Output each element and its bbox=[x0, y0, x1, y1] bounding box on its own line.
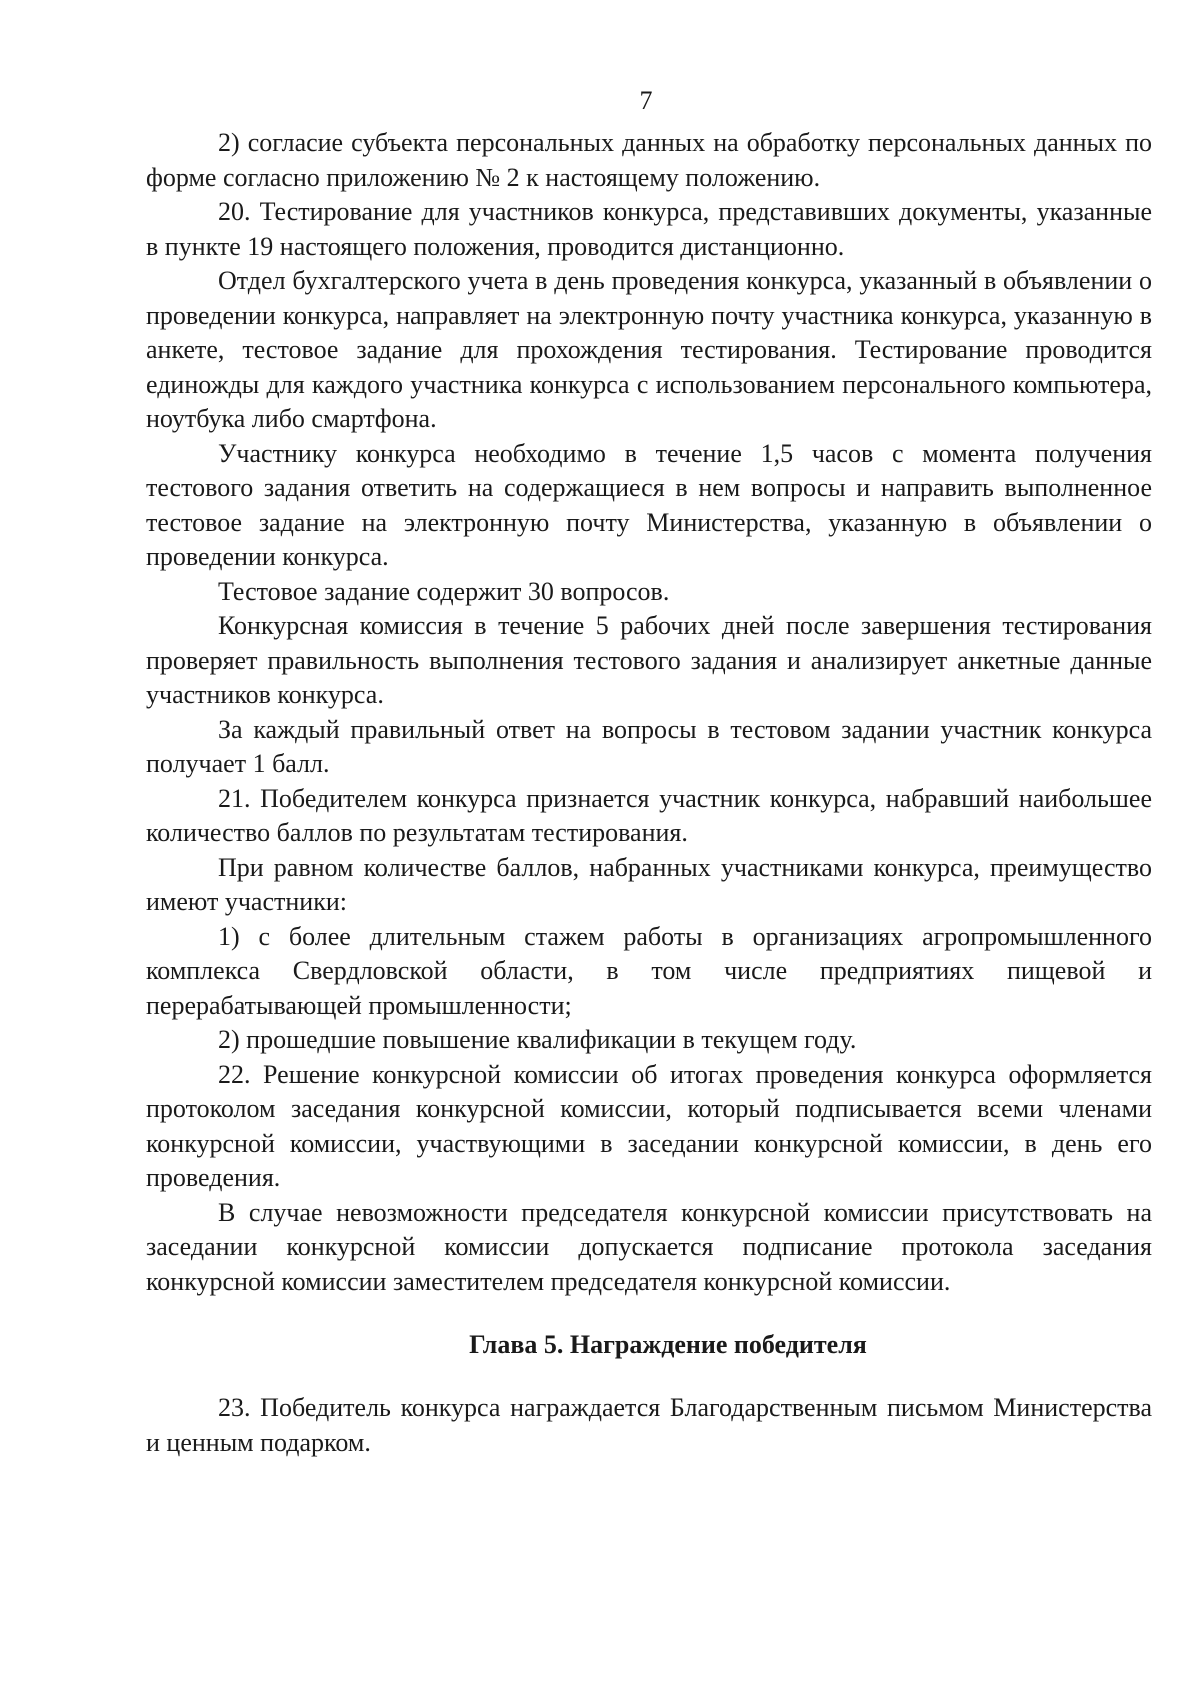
paragraph-consent: 2) согласие субъекта персональных данных на обработку персональных данных по форме согласно приложению № 2 к настоящему положению. bbox=[146, 128, 1152, 192]
paragraph-item-23: 23. Победитель конкурса награждается Благодарственным письмом Министерства и ценным подарком. bbox=[146, 1393, 1152, 1457]
paragraph-accounting-dept: Отдел бухгалтерского учета в день проведения конкурса, указанный в объявлении о проведении конкурса, направляет на электронную почту участника конкурса, указанную в анкете, тестовое задание для прохождения тестирования. Тестирование проводится единожды для каждого участника конкурса с использованием персонального компьютера, ноутбука либо смартфона. bbox=[146, 266, 1152, 433]
paragraph-item-20: 20. Тестирование для участников конкурса, представивших документы, указанные в пункте 19 настоящего положения, проводится дистанционно. bbox=[146, 197, 1152, 261]
paragraph-priority-2: 2) прошедшие повышение квалификации в текущем году. bbox=[218, 1025, 857, 1054]
paragraph-priority-1: 1) с более длительным стажем работы в организациях агропромышленного комплекса Свердловской области, в том числе предприятиях пищевой и перерабатывающей промышленности; bbox=[146, 921, 1152, 1020]
paragraph-participant-deadline: Участнику конкурса необходимо в течение 1,5 часов с момента получения тестового задания ответить на содержащиеся в нем вопросы и направить выполненное тестовое задание на электронную почту Министерства, указанную в объявлении о проведении конкурса. bbox=[146, 438, 1152, 571]
paragraph-chair-absence: В случае невозможности председателя конкурсной комиссии присутствовать на заседании конкурсной комиссии допускается подписание протокола заседания конкурсной комиссии заместителем председателя конкурсной комиссии. bbox=[146, 1197, 1152, 1296]
document-body bbox=[146, 126, 1152, 1460]
paragraph-commission-check: Конкурсная комиссия в течение 5 рабочих дней после завершения тестирования проверяет правильность выполнения тестового задания и анализирует анкетные данные участников конкурса. bbox=[146, 611, 1152, 709]
paragraph-scoring: За каждый правильный ответ на вопросы в тестовом задании участник конкурса получает 1 балл. bbox=[146, 714, 1152, 778]
paragraph-equal-score: При равном количестве баллов, набранных участниками конкурса, преимущество имеют участники: bbox=[146, 852, 1152, 916]
page-number: 7 bbox=[639, 86, 653, 115]
paragraph-test-questions: Тестовое задание содержит 30 вопросов. bbox=[218, 576, 670, 606]
paragraph-item-21: 21. Победителем конкурса признается участник конкурса, набравший наибольшее количество баллов по результатам тестирования. bbox=[146, 783, 1152, 847]
chapter-heading: Глава 5. Награждение победителя bbox=[469, 1330, 867, 1359]
paragraph-item-22: 22. Решение конкурсной комиссии об итогах проведения конкурса оформляется протоколом заседания конкурсной комиссии, который подписывается всеми членами конкурсной комиссии, участвующими в заседании конкурсной комиссии, в день его проведения. bbox=[146, 1059, 1152, 1192]
